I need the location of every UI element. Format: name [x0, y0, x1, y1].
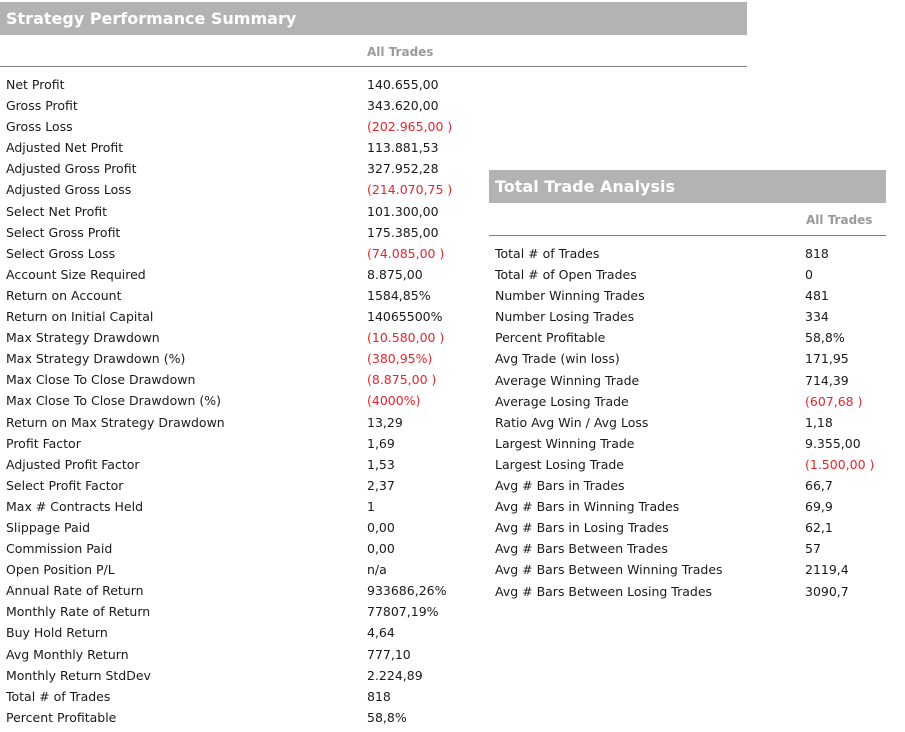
- row-value: (214.070,75 ): [367, 182, 453, 198]
- row-value: 58,8%: [367, 709, 407, 725]
- row-label: Adjusted Profit Factor: [6, 456, 140, 472]
- row-value: (74.085,00 ): [367, 245, 445, 261]
- row-label: Return on Initial Capital: [6, 309, 154, 325]
- row-value: (1.500,00 ): [805, 456, 875, 472]
- row-label: Select Gross Loss: [6, 245, 116, 261]
- row-label: Percent Profitable: [495, 330, 606, 346]
- row-label: Monthly Rate of Return: [6, 604, 151, 620]
- row-value: 3090,7: [805, 583, 849, 599]
- summary-column-header: [0, 35, 747, 67]
- row-label: Avg # Bars in Winning Trades: [495, 499, 680, 515]
- trade-analysis-column-header-label: All Trades: [806, 213, 873, 227]
- row-label: Profit Factor: [6, 435, 81, 451]
- row-value: 14065500%: [367, 309, 443, 325]
- row-value: 77807,19%: [367, 604, 439, 620]
- row-label: Buy Hold Return: [6, 625, 108, 641]
- row-label: Avg # Bars in Trades: [495, 478, 625, 494]
- row-label: Max Close To Close Drawdown: [6, 372, 196, 388]
- table-row: [489, 581, 886, 602]
- row-value: 933686,26%: [367, 583, 447, 599]
- table-row: [489, 517, 886, 538]
- row-value: 1,69: [367, 435, 395, 451]
- row-label: Total # of Trades: [6, 688, 111, 704]
- summary-column-header-label: All Trades: [367, 45, 434, 59]
- table-row: [489, 475, 886, 496]
- row-label: Max Close To Close Drawdown (%): [6, 393, 221, 409]
- row-value: 4,64: [367, 625, 395, 641]
- table-row: [489, 538, 886, 559]
- row-value: 777,10: [367, 646, 411, 662]
- row-value: 66,7: [805, 478, 833, 494]
- table-row: [0, 95, 747, 116]
- row-label: Adjusted Gross Loss: [6, 182, 132, 198]
- row-label: Largest Losing Trade: [495, 456, 624, 472]
- table-row: [0, 116, 747, 137]
- row-label: Select Net Profit: [6, 203, 108, 219]
- row-value: 818: [805, 246, 829, 261]
- table-row: [0, 686, 747, 707]
- row-value: 1,53: [367, 456, 395, 472]
- row-label: Select Gross Profit: [6, 224, 121, 240]
- row-value: (8.875,00 ): [367, 372, 437, 388]
- row-value: 2,37: [367, 477, 395, 493]
- row-label: Max Strategy Drawdown: [6, 330, 160, 346]
- total-trade-analysis-panel: [489, 170, 886, 602]
- row-value: 327.952,28: [367, 161, 439, 177]
- row-value: 0,00: [367, 519, 395, 535]
- table-row: [489, 306, 886, 327]
- row-value: 9.355,00: [805, 435, 861, 451]
- row-label: Average Losing Trade: [495, 393, 629, 409]
- row-label: Account Size Required: [6, 266, 146, 282]
- row-value: 140.655,00: [367, 77, 439, 92]
- row-value: 343.620,00: [367, 98, 439, 114]
- row-label: Gross Profit: [6, 98, 78, 114]
- row-label: Ratio Avg Win / Avg Loss: [495, 414, 649, 430]
- row-value: 334: [805, 309, 829, 325]
- row-value: (10.580,00 ): [367, 330, 445, 346]
- table-row: [489, 243, 886, 264]
- row-label: Max # Contracts Held: [6, 498, 144, 514]
- row-value: 69,9: [805, 499, 833, 515]
- row-value: (4000%): [367, 393, 421, 409]
- row-label: Avg # Bars Between Losing Trades: [495, 583, 713, 599]
- row-label: Avg Trade (win loss): [495, 351, 620, 367]
- row-label: Monthly Return StdDev: [6, 667, 151, 683]
- row-value: 1584,85%: [367, 287, 431, 303]
- row-value: 8.875,00: [367, 266, 423, 282]
- row-label: Avg # Bars Between Winning Trades: [495, 562, 723, 578]
- table-row: [0, 74, 747, 95]
- row-value: (380,95%): [367, 351, 433, 367]
- table-row: [489, 327, 886, 348]
- table-row: [489, 433, 886, 454]
- row-value: 714,39: [805, 372, 849, 388]
- trade-analysis-column-header: [489, 203, 886, 236]
- row-label: Number Losing Trades: [495, 309, 635, 325]
- row-value: 175.385,00: [367, 224, 439, 240]
- table-row: [0, 601, 747, 622]
- table-row: [0, 665, 747, 686]
- row-label: Commission Paid: [6, 541, 113, 557]
- row-label: Return on Max Strategy Drawdown: [6, 414, 225, 430]
- row-value: 1,18: [805, 414, 833, 430]
- table-row: [489, 496, 886, 517]
- row-label: Avg # Bars Between Trades: [495, 541, 668, 557]
- row-label: Gross Loss: [6, 119, 73, 135]
- row-label: Net Profit: [6, 77, 65, 92]
- table-row: [489, 264, 886, 285]
- row-value: 2119,4: [805, 562, 849, 578]
- row-value: 57: [805, 541, 821, 557]
- row-label: Number Winning Trades: [495, 288, 645, 304]
- row-label: Total # of Trades: [495, 246, 600, 261]
- row-value: 1: [367, 498, 375, 514]
- row-label: Adjusted Net Profit: [6, 140, 124, 156]
- row-value: n/a: [367, 562, 387, 578]
- table-row: [489, 370, 886, 391]
- summary-title: Strategy Performance Summary: [0, 2, 747, 35]
- row-value: 13,29: [367, 414, 403, 430]
- row-value: 62,1: [805, 520, 833, 536]
- table-row: [0, 137, 747, 158]
- row-label: Avg Monthly Return: [6, 646, 129, 662]
- row-label: Percent Profitable: [6, 709, 117, 725]
- trade-analysis-title: Total Trade Analysis: [489, 170, 886, 203]
- row-label: Avg # Bars in Losing Trades: [495, 520, 669, 536]
- row-value: 2.224,89: [367, 667, 423, 683]
- table-row: [489, 285, 886, 306]
- row-label: Max Strategy Drawdown (%): [6, 351, 186, 367]
- row-value: 171,95: [805, 351, 849, 367]
- table-row: [0, 707, 747, 728]
- table-row: [489, 454, 886, 475]
- row-value: 58,8%: [805, 330, 845, 346]
- table-row: [489, 559, 886, 580]
- table-row: [489, 391, 886, 412]
- row-label: Select Profit Factor: [6, 477, 124, 493]
- row-label: Total # of Open Trades: [495, 267, 637, 283]
- row-label: Largest Winning Trade: [495, 435, 635, 451]
- row-label: Slippage Paid: [6, 519, 91, 535]
- row-label: Annual Rate of Return: [6, 583, 144, 599]
- row-label: Open Position P/L: [6, 562, 115, 578]
- row-value: (607,68 ): [805, 393, 863, 409]
- row-label: Adjusted Gross Profit: [6, 161, 137, 177]
- table-row: [489, 412, 886, 433]
- row-value: 0: [805, 267, 813, 283]
- row-value: 0,00: [367, 541, 395, 557]
- table-row: [489, 348, 886, 369]
- row-label: Return on Account: [6, 287, 122, 303]
- row-value: 113.881,53: [367, 140, 439, 156]
- row-value: (202.965,00 ): [367, 119, 453, 135]
- row-value: 481: [805, 288, 829, 304]
- table-row: [0, 644, 747, 665]
- trade-analysis-rows: [489, 243, 886, 602]
- row-value: 101.300,00: [367, 203, 439, 219]
- row-value: 818: [367, 688, 391, 704]
- table-row: [0, 622, 747, 643]
- row-label: Average Winning Trade: [495, 372, 640, 388]
